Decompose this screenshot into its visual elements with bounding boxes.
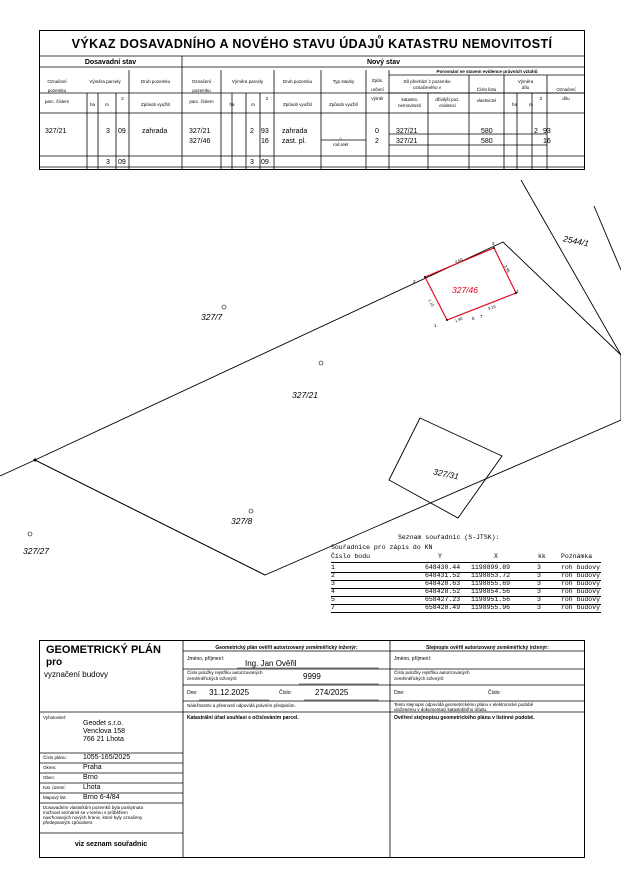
coord-cell-kk: 3 [537, 572, 541, 579]
dim-top: 4.60 [454, 256, 464, 265]
label-327-31: 327/31 [432, 466, 460, 482]
gp-pro: pro [46, 657, 63, 668]
coord-cell-p: roh budovy [561, 580, 601, 587]
kat: Lhota [83, 784, 101, 791]
road-line-lower [594, 206, 621, 270]
col-m2-c: m [529, 102, 533, 107]
col-m2sup-c: 2 [539, 96, 543, 101]
col-typ-stavby: Typ stavby [332, 79, 355, 84]
vykaz-title: VÝKAZ DOSAVADNÍHO A NOVÉHO STAVU ÚDAJŮ KATASTRU NEMOVITOSTÍ [71, 37, 553, 51]
old-druh: zahrada [142, 128, 168, 135]
polozky-2b: zeměměřických inženýrů [394, 676, 444, 681]
new2-typ-marker: ⌂ [339, 136, 343, 142]
parcel-symbol-327-8 [249, 509, 253, 513]
coord-cell-kk: 3 [537, 564, 541, 571]
coord-cell-c: 5 [331, 596, 335, 603]
gp-title: GEOMETRICKÝ PLÁN [46, 644, 161, 656]
coord-cell-x: 1198853.72 [471, 572, 511, 579]
map-point-46-2 [493, 247, 495, 249]
owner-note-2: možnost seznámit se v terénu s průběhem [43, 810, 128, 815]
map-point-left [34, 459, 37, 462]
coord-cell-x: 1198854.56 [471, 588, 511, 595]
okres: Praha [83, 764, 102, 771]
pt-7: 7 [480, 314, 483, 319]
new1-kn: 327/21 [396, 128, 418, 135]
coord-row [331, 604, 601, 612]
new1-m-b: 93 [261, 128, 269, 135]
total-old-a: 3 [106, 159, 110, 166]
coord-cell-y: 648430.44 [425, 564, 461, 571]
dim-right: 3.95 [503, 264, 512, 274]
dim-bottom: 3.10 [487, 303, 497, 312]
new1-urceni: 0 [375, 128, 379, 135]
col-vymera-dilu-1: Výměra [517, 79, 534, 84]
coords-h-kk: kk [538, 553, 546, 560]
polozky-1a: Číslo položky rejstříku autorizovaných [187, 670, 263, 675]
col-oznaceni-dilu-1: Označení [556, 87, 576, 92]
old-parcel: 327/21 [45, 128, 67, 135]
col-oznaceni-b: Označení [191, 79, 212, 84]
cislo-value: 274/2025 [315, 688, 349, 697]
new-state-header: Nový stav [366, 59, 401, 66]
obec-label: Obec: [43, 775, 56, 780]
col1-head: Geometrický plán ověřil autorizovaný zeměměřický inženýr: [215, 645, 358, 651]
pt-5: 5 [472, 316, 475, 321]
coords-h-pozn: Poznámka [561, 553, 593, 560]
coord-cell-kk: 3 [537, 604, 541, 611]
coord-row [331, 588, 601, 596]
parcel-symbol-327-21 [319, 361, 323, 365]
coord-cell-x: 1198899.89 [471, 564, 511, 571]
col-dil-1: Díl přechází z pozemku [403, 79, 451, 84]
col-cislo-lv-1: Číslo listu [476, 87, 497, 92]
total-new-a: 3 [250, 159, 254, 166]
dim-bottom-2: 1.90 [454, 315, 464, 324]
old-m-b: 09 [118, 128, 126, 135]
vyhotovitel-2: Venclova 158 [83, 728, 126, 735]
col-druh-b: Druh pozemku [282, 79, 313, 84]
col-katastru-1: katastru [401, 97, 418, 102]
coord-cell-c: 7 [331, 604, 335, 611]
pt-3: 3 [492, 241, 495, 246]
new1-dil-b: 93 [543, 128, 551, 135]
cislo-planu: 1055-165/2025 [83, 754, 131, 761]
vyhotovitel-3: 766 21 Lhota [83, 736, 124, 743]
mapovy-label: Mapový list: [43, 795, 67, 800]
col-oznaceni-a: Označení [47, 79, 67, 84]
cislo-planu-label: Číslo plánu: [43, 755, 67, 760]
new2-druh: zast. pl. [282, 138, 307, 145]
col-oznaceni-b2: pozemku [192, 88, 211, 93]
coord-cell-c: 1 [331, 564, 335, 571]
col-m2-a: m [105, 102, 109, 107]
vyhotovitel-label: Vyhotovitel: [43, 715, 67, 720]
owner-note-4: předepsaným způsobem: [43, 820, 94, 825]
coord-cell-p: roh budovy [561, 596, 601, 603]
coord-cell-y: 658428.49 [425, 604, 461, 611]
coords-header-rule [331, 562, 601, 563]
polozky-2a: Číslo položky rejstříku autorizovaných [394, 670, 470, 675]
col-urceni-2: určení [371, 87, 384, 92]
coord-cell-p: roh budovy [561, 572, 601, 579]
coord-cell-y: 648428.63 [425, 580, 461, 587]
gp-purpose: vyznačení budovy [44, 670, 109, 679]
map-point-46-1 [424, 276, 426, 278]
coords-subtitle: Souřadnice pro zápis do KN [331, 544, 433, 551]
coord-row-rule [331, 612, 601, 613]
col-druh-a: Druh pozemku [140, 79, 171, 84]
map-point-46-4 [446, 319, 448, 321]
polozky-1b: zeměměřických inženýrů [187, 676, 237, 681]
coord-cell-kk: 3 [537, 580, 541, 587]
stejnopis-note-1: Tento stejnopis odpovídá geometrickému plánu v elektronické podobě [394, 702, 534, 707]
kat-label: Kat. území: [43, 785, 66, 790]
coord-cell-c: 4 [331, 588, 335, 595]
owner-note-1: Dosavadním vlastníkům pozemků byla poskytnuta [43, 805, 144, 810]
vyhotovitel-1: Geodet s.r.o. [83, 720, 124, 727]
pt-4: 4 [516, 289, 519, 294]
col-drivejsi-1: dřívější poz. [435, 97, 460, 102]
new2-urceni: 2 [375, 138, 379, 145]
col-ha-b: ha [229, 102, 235, 107]
col-katastru-2: nemovitostí [397, 103, 421, 108]
col2-head: Stejnopis ověřil autorizovaný zeměměřický inženýr: [426, 645, 549, 651]
coords-h-x: X [494, 553, 498, 560]
polozky-value: 9999 [303, 672, 321, 681]
coord-cell-p: roh budovy [561, 604, 601, 611]
label-327-8: 327/8 [231, 516, 253, 526]
col-vymera-b: Výměra parcely [231, 79, 264, 84]
coord-cell-p: roh budovy [561, 564, 601, 571]
col-oznaceni-a3: parc. číslem [44, 99, 70, 104]
coord-cell-kk: 3 [537, 588, 541, 595]
okres-label: Okres: [43, 765, 57, 770]
overeni-note: Ověření stejnopisu geometrického plánu v listinné podobě. [394, 715, 535, 721]
coords-h-y: Y [438, 553, 442, 560]
new2-lv: 580 [481, 138, 493, 145]
coord-row [331, 580, 601, 588]
total-old-b: 09 [118, 159, 126, 166]
pt-2: 2 [413, 279, 416, 284]
new1-lv: 580 [481, 128, 493, 135]
cislo-label-1: Číslo: [279, 690, 292, 696]
coords-title: Seznam souřadnic (S-JTSK): [398, 534, 500, 541]
dne-label-1: Dne: [187, 690, 198, 696]
col-urceni-1: Způs. [371, 78, 384, 83]
parcel-327-21-boundary [35, 242, 621, 575]
col-urceni-3: výměr [371, 96, 384, 101]
coord-cell-y: 648428.52 [425, 588, 461, 595]
obec: Brno [83, 774, 98, 781]
parcel-symbol-327-27 [28, 532, 32, 536]
col-oznaceni-dilu-2: dílu [562, 96, 570, 101]
owner-note-3: navrhovaných nových hranic, které byly označeny [43, 815, 143, 820]
dim-left: 1.10 [427, 298, 436, 308]
col-zpusob-b: Způsob využití [282, 102, 312, 107]
coord-cell-kk: 3 [537, 596, 541, 603]
nalezitosti: Náležitostmi a přesností odpovídá právním předpisům. [187, 703, 296, 708]
coord-cell-c: 3 [331, 580, 335, 587]
coord-cell-c: 2 [331, 572, 335, 579]
col-vymera-dilu-2: dílu [521, 85, 530, 90]
katastralni-note: Katastrální úřad souhlasí s očíslováním parcel. [187, 715, 299, 721]
mapovy: Brno 6-4/84 [83, 794, 120, 801]
coords-h-cislo: Číslo bodu [331, 553, 371, 560]
jmeno-label-1: Jméno, příjmení: [187, 656, 225, 662]
new1-parcel: 327/21 [189, 128, 211, 135]
col-cislo-lv-2: vlastnictví [476, 98, 497, 103]
viz-seznam: viz seznam souřadnic [74, 841, 148, 848]
col-vymera-a: Výměra parcely [89, 79, 121, 84]
label-327-7: 327/7 [201, 312, 223, 322]
label-327-27: 327/27 [23, 546, 49, 556]
parcel-symbol-327-7 [222, 305, 226, 309]
jmeno-label-2: Jméno, příjmení: [394, 656, 432, 662]
col-m2sup-b: 2 [265, 96, 269, 101]
col-drivejsi-2: evidenci [439, 103, 456, 108]
new2-dil-b: 16 [543, 138, 551, 145]
coord-cell-y: 658427.23 [425, 596, 461, 603]
pt-1: 1 [434, 323, 437, 328]
road-line-upper [521, 180, 621, 355]
comparison-header: Porovnání se stavem evidence právních vztahů [436, 69, 538, 74]
new2-m-b: 16 [261, 138, 269, 145]
coord-cell-y: 648431.52 [425, 572, 461, 579]
cislo-label-2: Číslo: [488, 690, 501, 696]
coord-row [331, 564, 601, 572]
col-m2sup-a: 2 [121, 96, 124, 101]
dne-value: 31.12.2025 [209, 688, 250, 697]
coord-cell-x: 1198955.96 [471, 604, 511, 611]
col-dil-2: označeného v [412, 85, 442, 90]
col-ha-c: ha [511, 102, 517, 107]
new1-dil-a: 2 [534, 128, 538, 135]
left-boundary [0, 460, 35, 476]
new2-kn: 327/21 [396, 138, 418, 145]
new1-m-a: 2 [250, 128, 254, 135]
col-oznaceni-a2: pozemku [47, 88, 67, 93]
label-2544-1: 2544/1 [562, 233, 590, 249]
coord-row [331, 572, 601, 580]
jmeno-value: Ing. Jan Ověřil [245, 659, 297, 668]
dne-label-2: Dne: [394, 690, 405, 696]
coord-cell-x: 1198855.69 [471, 580, 511, 587]
col-m2-b: m [251, 102, 255, 107]
building-327-46 [425, 248, 516, 320]
coord-cell-p: roh budovy [561, 588, 601, 595]
col-ha-a: ha [89, 102, 95, 107]
total-new-b: 09 [261, 159, 269, 166]
old-state-header: Dosavadní stav [84, 59, 137, 66]
col-oznaceni-b3: parc. číslem [189, 99, 214, 104]
coord-row [331, 596, 601, 604]
new2-typ-stavby: rod.rekr [333, 142, 349, 147]
col-zpusob-a: Způsob využití [140, 102, 170, 107]
old-m-a: 3 [106, 128, 110, 135]
label-327-46: 327/46 [452, 285, 478, 295]
new1-druh: zahrada [282, 128, 308, 135]
label-327-21: 327/21 [292, 390, 318, 400]
coord-cell-x: 1198951.56 [471, 596, 511, 603]
stejnopis-note-2: uloženému v dokumentaci katastrálního úřadu. [394, 707, 488, 712]
col-zpusob-b2: Způsob využití [328, 102, 358, 107]
new2-parcel: 327/46 [189, 138, 211, 145]
